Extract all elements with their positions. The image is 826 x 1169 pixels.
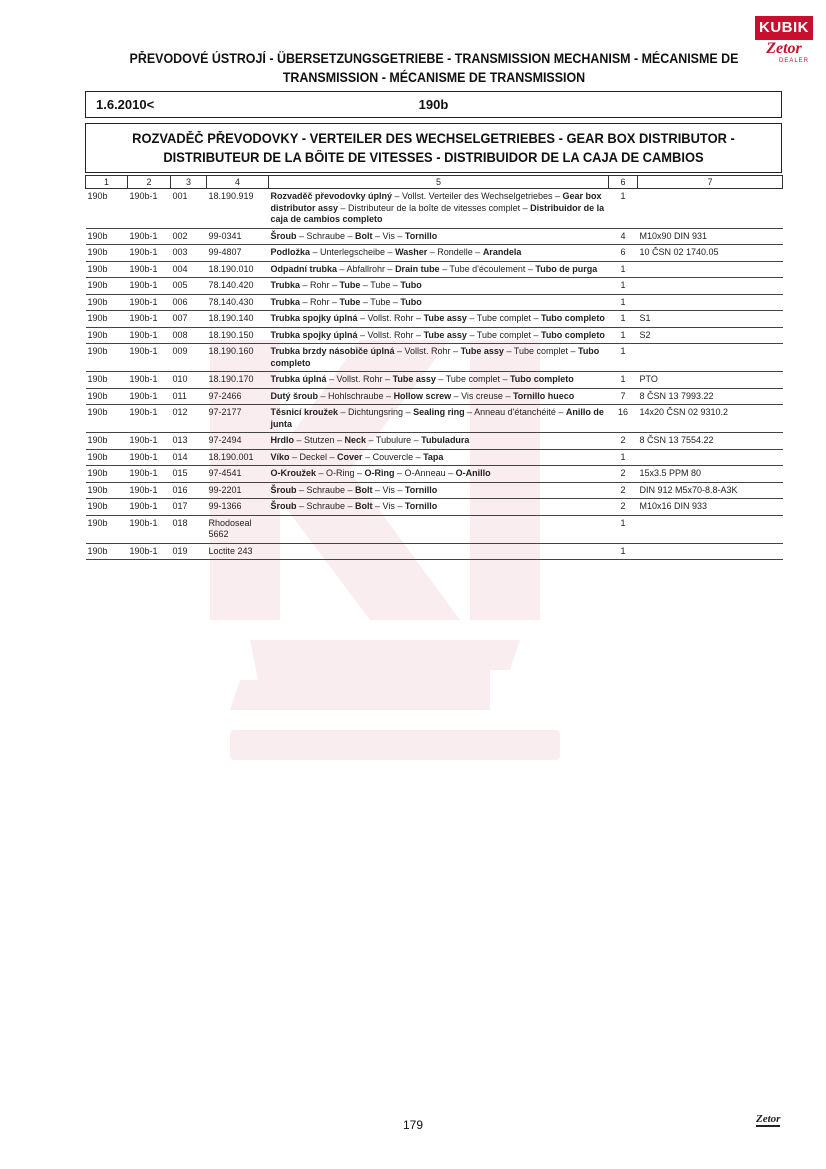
cell-quantity: 1 <box>609 543 638 560</box>
cell-description <box>269 449 609 466</box>
description-text: – Schraube – <box>296 501 356 511</box>
cell-figure: 190b-1 <box>128 405 171 433</box>
cell-position: 004 <box>171 261 207 278</box>
cell-description <box>269 405 609 433</box>
description-term: Rozvaděč převodovky úplný <box>270 191 393 201</box>
table-row <box>86 449 783 466</box>
description-term: Tubo completo <box>540 313 605 323</box>
cell-group: 190b <box>86 405 128 433</box>
description-term: Podložka <box>270 247 311 257</box>
cell-figure: 190b-1 <box>128 543 171 560</box>
cell-quantity: 2 <box>609 466 638 483</box>
table-row <box>86 466 783 483</box>
description-term: Tube assy <box>423 313 467 323</box>
cell-description <box>269 189 609 229</box>
cell-position: 018 <box>171 515 207 543</box>
description-text: – Tube – <box>360 296 401 307</box>
cell-part-number: 78.140.430 <box>207 294 269 311</box>
description-text: – Unterlegscheibe – <box>310 247 396 257</box>
cell-description <box>269 543 609 560</box>
cell-note <box>638 189 783 229</box>
cell-note <box>638 515 783 543</box>
description-text: – Tubulure – <box>366 435 422 445</box>
page-title-line-1: PŘEVODOVÉ ÚSTROJÍ - ÜBERSETZUNGSGETRIEBE - TRANSMISSION MECHANISM - MÉCANISME DE <box>129 51 739 66</box>
column-header: 2 <box>128 176 171 189</box>
table-row <box>86 311 783 328</box>
table-row <box>86 189 783 229</box>
table-row <box>86 543 783 560</box>
cell-part-number: 18.190.919 <box>207 189 269 229</box>
cell-position: 014 <box>171 449 207 466</box>
cell-description <box>269 482 609 499</box>
description-term: Tubo completo <box>270 346 600 368</box>
description-text: – Tube – <box>360 280 401 290</box>
cell-description <box>269 294 609 311</box>
column-header: 5 <box>269 176 609 189</box>
cell-group: 190b <box>86 515 128 543</box>
cell-note: 15x3.5 PPM 80 <box>638 466 783 483</box>
parts-table <box>85 175 783 560</box>
description-text: – O-Ring – <box>316 468 365 478</box>
description-text: – Vollst. Rohr – <box>326 374 393 384</box>
description-term: Tube assy <box>460 346 504 356</box>
column-header: 1 <box>86 176 128 189</box>
description-text: – Tube complet – <box>503 346 578 356</box>
cell-position: 011 <box>171 388 207 405</box>
cell-part-number: 18.190.170 <box>207 372 269 389</box>
cell-part-number: 18.190.140 <box>207 311 269 328</box>
cell-figure: 190b-1 <box>128 189 171 229</box>
cell-quantity: 4 <box>609 228 638 245</box>
cell-group: 190b <box>86 278 128 295</box>
cell-figure: 190b-1 <box>128 245 171 262</box>
column-header: 4 <box>207 176 269 189</box>
description-text: – Rohr – <box>300 296 340 307</box>
section-heading-line-1: ROZVADĚČ PŘEVODOVKY - VERTEILER DES WECHSELGETRIEBES - GEAR BOX DISTRIBUTOR - <box>132 131 735 146</box>
description-text: – Schraube – <box>296 230 356 241</box>
footer-zetor-logo: Zetor <box>756 1113 781 1125</box>
description-term: Trubka spojky úplná <box>270 313 358 323</box>
description-term: Anillo de junta <box>270 407 604 429</box>
cell-figure: 190b-1 <box>128 499 171 516</box>
description-text: – Anneau d'étanchéité – <box>464 407 566 417</box>
table-row <box>86 482 783 499</box>
table-row <box>86 245 783 262</box>
description-text: – O-Anneau – <box>394 468 456 478</box>
cell-note <box>638 278 783 295</box>
description-term: Tornillo hueco <box>512 390 575 401</box>
cell-group: 190b <box>86 261 128 278</box>
cell-group: 190b <box>86 245 128 262</box>
cell-group: 190b <box>86 228 128 245</box>
cell-part-number: 97-2466 <box>207 388 269 405</box>
cell-figure: 190b-1 <box>128 449 171 466</box>
column-header: 3 <box>171 176 207 189</box>
cell-description <box>269 344 609 372</box>
section-heading <box>85 123 782 173</box>
table-row <box>86 344 783 372</box>
cell-figure: 190b-1 <box>128 433 171 450</box>
table-row <box>86 515 783 543</box>
cell-quantity: 1 <box>609 327 638 344</box>
cell-note: 10 ČSN 02 1740.05 <box>638 245 783 262</box>
cell-group: 190b <box>86 499 128 516</box>
description-text: – Schraube – <box>296 484 356 495</box>
cell-description <box>269 388 609 405</box>
table-row <box>86 294 783 311</box>
cell-part-number: 97-2494 <box>207 433 269 450</box>
description-term: Tube <box>339 280 361 290</box>
description-text: – Dichtungsring – <box>338 407 414 417</box>
cell-quantity: 7 <box>609 388 638 405</box>
cell-position: 001 <box>171 189 207 229</box>
cell-group: 190b <box>86 433 128 450</box>
description-text: – Stutzen – <box>294 435 345 445</box>
description-text: – Tube d'écoulement – <box>439 263 536 274</box>
date-group-box <box>85 91 782 118</box>
table-row <box>86 499 783 516</box>
description-term: Dutý šroub <box>270 390 319 401</box>
cell-group: 190b <box>86 294 128 311</box>
description-term: Distribuidor de la caja de cambios completo <box>270 202 605 224</box>
cell-group: 190b <box>86 189 128 229</box>
cell-note <box>638 543 783 560</box>
cell-quantity: 1 <box>609 372 638 389</box>
description-term: Tubo <box>400 280 422 290</box>
cell-figure: 190b-1 <box>128 482 171 499</box>
cell-position: 015 <box>171 466 207 483</box>
description-term: Trubka brzdy násobiče úplná <box>270 346 395 356</box>
table-row <box>86 388 783 405</box>
cell-quantity: 1 <box>609 344 638 372</box>
cell-part-number: 99-4807 <box>207 245 269 262</box>
cell-group: 190b <box>86 327 128 344</box>
cell-quantity: 1 <box>609 261 638 278</box>
logo-zetor-text: Zetor <box>766 40 802 57</box>
cell-quantity: 1 <box>609 449 638 466</box>
cell-description <box>269 466 609 483</box>
description-term: Tubo completo <box>540 329 605 340</box>
cell-position: 016 <box>171 482 207 499</box>
description-term: Trubka <box>270 296 301 307</box>
description-term: Bolt <box>355 230 373 241</box>
cell-figure: 190b-1 <box>128 515 171 543</box>
table-row <box>86 228 783 245</box>
cell-position: 010 <box>171 372 207 389</box>
cell-position: 013 <box>171 433 207 450</box>
cell-note: M10x16 DIN 933 <box>638 499 783 516</box>
description-term: Tubo <box>400 296 422 307</box>
cell-figure: 190b-1 <box>128 278 171 295</box>
description-term: Gear box distributor assy <box>270 191 602 213</box>
cell-note: S2 <box>638 327 783 344</box>
cell-position: 002 <box>171 228 207 245</box>
cell-part-number: 99-0341 <box>207 228 269 245</box>
cell-description <box>269 499 609 516</box>
edition-date: 1.6.2010< <box>96 97 155 112</box>
cell-note <box>638 449 783 466</box>
cell-figure: 190b-1 <box>128 388 171 405</box>
cell-group: 190b <box>86 482 128 499</box>
column-header: 7 <box>638 176 783 189</box>
cell-note <box>638 344 783 372</box>
cell-figure: 190b-1 <box>128 327 171 344</box>
cell-group: 190b <box>86 543 128 560</box>
description-term: Arandela <box>482 247 522 257</box>
description-text: – Hohlschraube – <box>318 390 394 401</box>
description-term: Sealing ring <box>413 407 465 417</box>
description-text: – Vis – <box>372 501 405 511</box>
cell-note: 14x20 ČSN 02 9310.2 <box>638 405 783 433</box>
cell-part-number: 18.190.150 <box>207 327 269 344</box>
cell-description <box>269 278 609 295</box>
cell-figure: 190b-1 <box>128 466 171 483</box>
cell-description <box>269 327 609 344</box>
description-text: – Deckel – <box>289 451 338 462</box>
group-code: 190b <box>418 97 449 112</box>
description-term: Tubo de purga <box>535 263 598 274</box>
page-title-line-2: TRANSMISSION - MÉCANISME DE TRANSMISSION <box>282 70 586 85</box>
table-row <box>86 372 783 389</box>
description-term: Šroub <box>270 501 297 511</box>
description-term: Trubka úplná <box>270 374 327 384</box>
cell-part-number: 18.190.160 <box>207 344 269 372</box>
cell-position: 012 <box>171 405 207 433</box>
description-text: – Vollst. Rohr – <box>394 346 461 356</box>
description-text: – Rondelle – <box>427 247 483 257</box>
cell-description <box>269 372 609 389</box>
description-term: Bolt <box>355 501 373 511</box>
description-term: Hollow screw <box>393 390 452 401</box>
description-text: – Vis creuse – <box>451 390 513 401</box>
cell-group: 190b <box>86 449 128 466</box>
page-number: 179 <box>402 1118 424 1132</box>
cell-group: 190b <box>86 344 128 372</box>
cell-part-number: 18.190.001 <box>207 449 269 466</box>
description-text: – Vis – <box>372 230 405 241</box>
cell-part-number: 97-2177 <box>207 405 269 433</box>
description-term: Těsnicí kroužek <box>270 407 339 417</box>
description-text: – Vollst. Rohr – <box>357 329 424 340</box>
description-term: Bolt <box>355 484 373 495</box>
cell-figure: 190b-1 <box>128 261 171 278</box>
cell-position: 017 <box>171 499 207 516</box>
table-row <box>86 327 783 344</box>
description-term: Tube assy <box>423 329 467 340</box>
cell-position: 008 <box>171 327 207 344</box>
column-header: 6 <box>609 176 638 189</box>
cell-part-number: 78.140.420 <box>207 278 269 295</box>
cell-quantity: 1 <box>609 311 638 328</box>
cell-note: S1 <box>638 311 783 328</box>
kubik-zetor-logo <box>755 16 813 68</box>
cell-position: 005 <box>171 278 207 295</box>
logo-dealer-text: DEALER <box>778 58 809 64</box>
description-term: Tubuladura <box>421 435 470 445</box>
cell-figure: 190b-1 <box>128 311 171 328</box>
description-text: – Vollst. Rohr – <box>357 313 424 323</box>
description-term: O-Anillo <box>455 468 491 478</box>
cell-position: 019 <box>171 543 207 560</box>
section-heading-line-2: DISTRIBUTEUR DE LA BÔITE DE VITESSES - DISTRIBUIDOR DE LA CAJA DE CAMBIOS <box>163 150 704 165</box>
description-term: Trubka spojky úplná <box>270 329 358 340</box>
description-text: – Tube complet – <box>466 313 541 323</box>
cell-note <box>638 294 783 311</box>
cell-part-number: 99-2201 <box>207 482 269 499</box>
cell-figure: 190b-1 <box>128 228 171 245</box>
cell-group: 190b <box>86 372 128 389</box>
cell-part-number: Loctite 243 <box>207 543 269 560</box>
cell-figure: 190b-1 <box>128 372 171 389</box>
description-term: Washer <box>395 247 428 257</box>
description-term: Neck <box>344 435 367 445</box>
cell-figure: 190b-1 <box>128 344 171 372</box>
table-row <box>86 278 783 295</box>
cell-description <box>269 433 609 450</box>
description-term: Tubo completo <box>509 374 574 384</box>
description-text: – Tube complet – <box>435 374 510 384</box>
cell-description <box>269 245 609 262</box>
description-term: O-Ring <box>364 468 395 478</box>
cell-group: 190b <box>86 466 128 483</box>
cell-quantity: 1 <box>609 278 638 295</box>
description-term: Šroub <box>270 484 297 495</box>
cell-position: 009 <box>171 344 207 372</box>
description-term: Tube assy <box>392 374 436 384</box>
cell-quantity: 6 <box>609 245 638 262</box>
cell-part-number: 99-1366 <box>207 499 269 516</box>
cell-quantity: 1 <box>609 294 638 311</box>
description-text: – Distributeur de la boîte de vitesses complet – <box>338 202 531 213</box>
description-text: – Tube complet – <box>466 329 541 340</box>
description-term: Tube <box>339 296 361 307</box>
description-term: Tapa <box>423 451 444 462</box>
logo-kubik-text: KUBIK <box>755 16 813 40</box>
cell-figure: 190b-1 <box>128 294 171 311</box>
cell-description <box>269 261 609 278</box>
description-text: – Vollst. Verteiler des Wechselgetriebes – <box>392 191 563 201</box>
cell-part-number: 18.190.010 <box>207 261 269 278</box>
cell-note: M10x90 DIN 931 <box>638 228 783 245</box>
table-row <box>86 405 783 433</box>
cell-description <box>269 311 609 328</box>
cell-part-number: 97-4541 <box>207 466 269 483</box>
description-term: Tornillo <box>404 501 438 511</box>
cell-quantity: 1 <box>609 189 638 229</box>
cell-quantity: 2 <box>609 499 638 516</box>
cell-quantity: 2 <box>609 482 638 499</box>
cell-note <box>638 261 783 278</box>
cell-quantity: 1 <box>609 515 638 543</box>
table-header-row <box>86 176 783 189</box>
description-term: Trubka <box>270 280 301 290</box>
cell-note: 8 ČSN 13 7554.22 <box>638 433 783 450</box>
cell-part-number: Rhodoseal 5662 <box>207 515 269 543</box>
description-term: O-Kroužek <box>270 468 317 478</box>
cell-group: 190b <box>86 311 128 328</box>
description-term: Drain tube <box>395 263 440 274</box>
table-row <box>86 261 783 278</box>
cell-position: 003 <box>171 245 207 262</box>
description-text: – Couvercle – <box>362 451 424 462</box>
page-title <box>110 49 757 87</box>
cell-position: 007 <box>171 311 207 328</box>
cell-note: PTO <box>638 372 783 389</box>
description-term: Cover <box>337 451 363 462</box>
table-row <box>86 433 783 450</box>
cell-quantity: 16 <box>609 405 638 433</box>
description-term: Hrdlo <box>270 435 294 445</box>
cell-group: 190b <box>86 388 128 405</box>
description-term: Tornillo <box>404 230 438 241</box>
cell-description <box>269 515 609 543</box>
description-term: Šroub <box>270 230 297 241</box>
description-text: – Rohr – <box>300 280 340 290</box>
cell-note: 8 ČSN 13 7993.22 <box>638 388 783 405</box>
description-text: – Abfallrohr – <box>337 263 396 274</box>
cell-note: DIN 912 M5x70-8.8-A3K <box>638 482 783 499</box>
cell-position: 006 <box>171 294 207 311</box>
cell-description <box>269 228 609 245</box>
description-term: Tornillo <box>404 484 438 495</box>
description-term: Víko <box>270 451 290 462</box>
cell-quantity: 2 <box>609 433 638 450</box>
description-text: – Vis – <box>372 484 405 495</box>
description-term: Odpadní trubka <box>270 263 338 274</box>
